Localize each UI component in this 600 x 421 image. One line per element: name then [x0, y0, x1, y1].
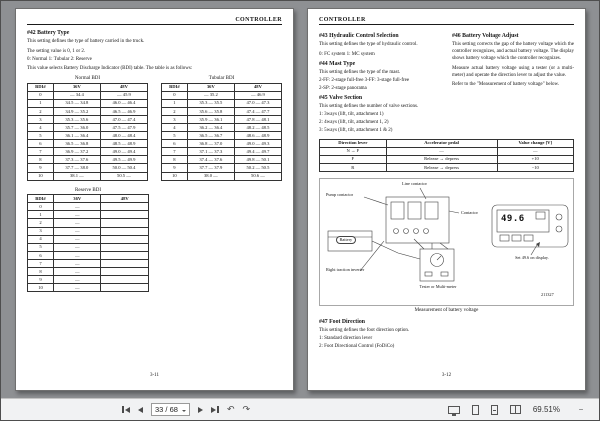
- table-cell: Release → depress: [386, 155, 497, 163]
- zoom-controls: [445, 403, 587, 417]
- section-46-title: #46 Battery Voltage Adjust: [452, 33, 519, 39]
- table-cell: —: [53, 243, 101, 251]
- table-cell: — 35.2: [187, 91, 234, 99]
- table-cell: 9: [28, 164, 54, 172]
- battery-label: Battery: [336, 236, 356, 244]
- column-header: BDI#: [28, 195, 54, 203]
- section-46-paragraph-1: This setting corrects the gap of the battery voltage which the controller recognizes, and actual battery voltage. The display shows battery voltage which the controller recognizes.: [452, 42, 574, 61]
- normal-bdi-block: [27, 76, 148, 181]
- reserve-bdi-block: [27, 188, 149, 293]
- table-cell: —: [53, 276, 101, 284]
- table-row: [28, 148, 148, 156]
- figure-number: 211327: [541, 291, 554, 297]
- table-cell: 8: [28, 156, 54, 164]
- table-cell: 2: [28, 107, 54, 115]
- column-right: [452, 30, 574, 135]
- section-46-paragraph-3: Refer to the "Measurement of battery voltage" below.: [452, 82, 560, 87]
- zoom-out-button[interactable]: [575, 404, 587, 416]
- list-item: 2: Foot Directional Control (FoDiCo): [319, 343, 395, 349]
- table-cell: 3: [162, 115, 188, 123]
- table-cell: 36.9 — 37.2: [53, 148, 100, 156]
- next-view-icon: ↷: [242, 404, 251, 414]
- table-cell: 50.5 —: [100, 172, 147, 180]
- table-row: [162, 107, 282, 115]
- table-cell: [101, 219, 149, 227]
- table-cell: 48.2 — 48.5: [234, 123, 281, 131]
- page-number: 3-12: [441, 373, 452, 378]
- table-row: [28, 227, 149, 235]
- table-cell: 37.1 — 37.3: [187, 148, 234, 156]
- table-cell: [101, 211, 149, 219]
- section-42-paragraph-4: This value selects Battery Discharge Indicator (BDI) table. The table is as follows:: [27, 66, 193, 71]
- table-cell: 50.2 — 50.5: [234, 164, 281, 172]
- column-header: Value change [V]: [497, 139, 574, 147]
- table-row: [162, 140, 282, 148]
- table-cell: — 34.4: [53, 91, 100, 99]
- zoom-level: 69.51%: [532, 405, 560, 414]
- table-cell: 35.9 — 36.1: [187, 115, 234, 123]
- table-cell: —: [53, 203, 101, 211]
- table-cell: 2: [162, 107, 188, 115]
- section-46-paragraph-2: Measure actual battery voltage using a tester (or a multi-meter) and operate the direction lever to adjust the value.: [452, 65, 574, 78]
- table-row: [28, 243, 149, 251]
- column-header: BDI#: [162, 83, 188, 91]
- section-44-title: #44 Mast Type: [319, 60, 356, 67]
- table-cell: [101, 259, 149, 267]
- table-cell: 7: [28, 259, 54, 267]
- table-row: [162, 91, 282, 99]
- table-row: [28, 132, 148, 140]
- section-42-title: #42 Battery Type: [27, 30, 70, 36]
- fullscreen-button[interactable]: [445, 404, 463, 416]
- header-rule: [319, 24, 574, 25]
- reserve-bdi-title: Reserve BDI: [75, 187, 101, 193]
- page-navigation: [119, 403, 253, 416]
- contactor-label: Contactor: [461, 209, 478, 215]
- table-cell: 10: [28, 284, 54, 292]
- table-cell: [101, 203, 149, 211]
- table-cell: [101, 276, 149, 284]
- two-column-text: [319, 30, 574, 135]
- table-row: [28, 259, 149, 267]
- tubular-bdi-table: [161, 83, 282, 181]
- section-44-paragraph-1: This setting defines the type of the mast.: [319, 69, 401, 75]
- table-cell: 7: [162, 148, 188, 156]
- table-cell: 7: [28, 148, 54, 156]
- table-row: [28, 115, 148, 123]
- table-cell: 3: [28, 227, 54, 235]
- table-row: [162, 132, 282, 140]
- tubular-bdi-title: Tubular BDI: [208, 76, 235, 81]
- table-cell: [101, 235, 149, 243]
- section-47-title: #47 Foot Direction: [319, 318, 365, 325]
- line-contactor-label: Line contactor: [402, 180, 427, 186]
- table-cell: 37.4 — 37.6: [187, 156, 234, 164]
- table-header-row: [162, 83, 282, 91]
- table-cell: 6: [28, 140, 54, 148]
- table-cell: 47.4 — 47.7: [234, 107, 281, 115]
- table-cell: 35.6 — 35.8: [187, 107, 234, 115]
- table-cell: 1: [28, 211, 54, 219]
- normal-bdi-title: Normal BDI: [74, 76, 101, 81]
- table-row: [28, 107, 148, 115]
- table-cell: —: [53, 259, 101, 267]
- table-cell: 8: [162, 156, 188, 164]
- header-rule: [27, 24, 282, 25]
- table-cell: 0: [162, 91, 188, 99]
- fullscreen-icon: [448, 406, 460, 414]
- table-cell: 4: [28, 123, 54, 131]
- table-cell: 36.2 — 36.4: [187, 123, 234, 131]
- table-cell: 38.0 —: [187, 172, 234, 180]
- column-header: 36V: [187, 83, 234, 91]
- table-cell: 1: [162, 99, 188, 107]
- table-cell: —: [53, 235, 101, 243]
- table-cell: 47.0 — 47.3: [234, 99, 281, 107]
- table-cell: 4: [28, 235, 54, 243]
- section-43-paragraph-1: This setting defines the type of hydraulic control.: [319, 42, 418, 47]
- normal-bdi-table: [27, 83, 148, 181]
- table-cell: 36.5 — 36.8: [53, 140, 100, 148]
- column-header: 48V: [234, 83, 281, 91]
- table-cell: 10: [162, 172, 188, 180]
- table-cell: 47.0 — 47.4: [100, 115, 147, 123]
- section-45-paragraph-1: This setting defines the number of valve sections.: [319, 103, 419, 109]
- table-row: [320, 147, 574, 155]
- continuous-page-icon: [491, 405, 498, 415]
- table-cell: 47.8 — 48.1: [234, 115, 281, 123]
- table-cell: 49.0 — 49.3: [234, 140, 281, 148]
- column-header: 36V: [53, 195, 101, 203]
- table-cell: 5: [28, 132, 54, 140]
- table-cell: R: [320, 163, 387, 171]
- table-cell: 34.5 — 34.8: [53, 99, 100, 107]
- table-cell: [101, 284, 149, 292]
- table-header-row: [320, 139, 574, 147]
- pump-contactor-label: Pump contactor: [326, 191, 354, 197]
- page-3-12: [307, 8, 586, 391]
- table-cell: 4: [162, 123, 188, 131]
- table-row: [28, 251, 149, 259]
- running-head: CONTROLLER: [235, 17, 282, 23]
- table-cell: —: [386, 147, 497, 155]
- table-cell: 6: [28, 251, 54, 259]
- table-row: [28, 164, 148, 172]
- page-3-11: [15, 8, 294, 391]
- list-item: 3: 5ways (lift, tilt, attachment 1 & 2): [319, 127, 393, 133]
- table-row: [28, 284, 149, 292]
- previous-page-icon: [138, 407, 143, 413]
- table-cell: 36.1 — 36.4: [53, 132, 100, 140]
- minus-icon: −: [578, 405, 584, 414]
- last-page-icon: [217, 406, 219, 413]
- table-cell: —: [53, 219, 101, 227]
- table-cell: 49.8 — 50.1: [234, 156, 281, 164]
- table-cell: —: [53, 251, 101, 259]
- section-42-paragraph-2: The setting value is 0, 1 or 2.: [27, 48, 86, 54]
- table-row: [28, 156, 148, 164]
- table-cell: 48.5 — 48.9: [100, 140, 147, 148]
- table-cell: 9: [28, 276, 54, 284]
- bottom-toolbar: [1, 398, 599, 420]
- table-row: [162, 156, 282, 164]
- list-item: 2: 4ways (lift, tilt, attachment 1, 2): [319, 119, 389, 125]
- right-traction-inverter-label: Right traction inverter: [326, 266, 365, 272]
- table-cell: +10: [497, 155, 574, 163]
- table-row: [28, 172, 148, 180]
- table-cell: N → F: [320, 147, 387, 155]
- table-cell: 50.6 —: [234, 172, 281, 180]
- table-row: [320, 163, 574, 171]
- table-row: [162, 148, 282, 156]
- facing-pages-icon: [510, 405, 521, 414]
- table-cell: — 46.9: [234, 91, 281, 99]
- column-header: Accelerator pedal: [386, 139, 497, 147]
- previous-page-button[interactable]: [135, 405, 146, 415]
- table-cell: —: [53, 227, 101, 235]
- table-cell: 46.0 — 46.4: [100, 99, 147, 107]
- section-42-paragraph-1: This setting defines the type of battery carried in the truck.: [27, 39, 145, 44]
- facing-pages-view-button[interactable]: [507, 403, 524, 416]
- table-cell: 5: [28, 243, 54, 251]
- single-page-icon: [472, 405, 479, 415]
- table-row: [28, 140, 148, 148]
- first-page-icon: [122, 406, 124, 413]
- table-row: [162, 99, 282, 107]
- table-row: [28, 123, 148, 131]
- next-page-button[interactable]: [195, 405, 206, 415]
- table-row: [162, 123, 282, 131]
- table-cell: —: [53, 267, 101, 275]
- column-header: 48V: [100, 83, 147, 91]
- direction-lever-table: [319, 139, 574, 172]
- table-row: [28, 99, 148, 107]
- table-cell: 10: [28, 172, 54, 180]
- figure-caption: Measurement of battery voltage: [414, 307, 479, 313]
- table-cell: 47.5 — 47.9: [100, 123, 147, 131]
- document-canvas[interactable]: [1, 1, 599, 398]
- table-cell: −10: [497, 163, 574, 171]
- display-note-label: Set 49.6 on display.: [515, 254, 549, 260]
- tubular-bdi-block: [161, 76, 282, 181]
- section-47-paragraph-1: This setting defines the foot direction option.: [319, 327, 410, 333]
- table-cell: 9: [162, 164, 188, 172]
- column-left: [319, 30, 441, 135]
- last-page-button[interactable]: [208, 404, 222, 415]
- previous-view-icon: ↶: [226, 404, 235, 414]
- page-indicator: 33 / 68: [155, 405, 178, 414]
- table-cell: 49.0 — 49.4: [100, 148, 147, 156]
- table-cell: Release → depress: [386, 163, 497, 171]
- table-cell: —: [53, 284, 101, 292]
- table-cell: 48.6 — 48.9: [234, 132, 281, 140]
- table-cell: — 45.9: [100, 91, 147, 99]
- table-row: [28, 219, 149, 227]
- table-cell: 36.5 — 36.7: [187, 132, 234, 140]
- section-44-paragraph-3: 2-SP: 2-stage panorama: [319, 85, 367, 91]
- page-number-input[interactable]: [151, 403, 190, 416]
- table-row: [162, 164, 282, 172]
- continuous-view-button[interactable]: [488, 403, 501, 417]
- section-45-title: #45 Valve Section: [319, 94, 363, 101]
- table-row: [162, 115, 282, 123]
- table-cell: 3: [28, 115, 54, 123]
- table-cell: 46.5 — 46.9: [100, 107, 147, 115]
- column-header: 36V: [53, 83, 100, 91]
- table-row: [320, 155, 574, 163]
- page-number: 3-11: [150, 373, 159, 378]
- table-row: [28, 276, 149, 284]
- table-cell: 6: [162, 140, 188, 148]
- tester-label: Tester or Multi-meter: [419, 283, 457, 289]
- table-cell: 2: [28, 219, 54, 227]
- table-cell: F: [320, 155, 387, 163]
- section-43-title: #43 Hydraulic Control Selection: [319, 33, 399, 39]
- table-row: [28, 91, 148, 99]
- table-cell: 8: [28, 267, 54, 275]
- table-cell: 35.3 — 35.5: [187, 99, 234, 107]
- table-cell: 37.7 — 38.0: [53, 164, 100, 172]
- display-voltage-value: 49.6: [501, 213, 525, 224]
- table-cell: 50.0 — 50.4: [100, 164, 147, 172]
- next-view-button[interactable]: [239, 403, 253, 416]
- bdi-tables-row: [27, 76, 282, 181]
- table-cell: —: [53, 211, 101, 219]
- table-cell: 0: [28, 91, 54, 99]
- single-page-view-button[interactable]: [469, 403, 482, 417]
- table-cell: 37.3 — 37.6: [53, 156, 100, 164]
- column-header: BDI#: [28, 83, 54, 91]
- table-cell: 1: [28, 99, 54, 107]
- previous-view-button[interactable]: [224, 403, 238, 416]
- section-43-paragraph-2: 0: FC system 1: MC system: [319, 51, 375, 57]
- running-head: CONTROLLER: [319, 17, 366, 23]
- first-page-button[interactable]: [119, 404, 133, 415]
- table-cell: [101, 267, 149, 275]
- table-row: [28, 211, 149, 219]
- table-row: [28, 267, 149, 275]
- battery-voltage-measurement-figure: [319, 178, 574, 306]
- table-cell: 36.8 — 37.0: [187, 140, 234, 148]
- table-row: [162, 172, 282, 180]
- table-cell: 0: [28, 203, 54, 211]
- table-cell: —: [497, 147, 574, 155]
- column-header: 48V: [101, 195, 149, 203]
- reserve-bdi-table: [27, 194, 149, 292]
- table-cell: [101, 243, 149, 251]
- section-42-paragraph-3: 0: Normal 1: Tubular 2: Reserve: [27, 56, 92, 62]
- table-header-row: [28, 83, 148, 91]
- table-cell: 35.7 — 36.0: [53, 123, 100, 131]
- next-page-icon: [198, 407, 203, 413]
- table-row: [28, 235, 149, 243]
- column-header: Direction lever: [320, 139, 387, 147]
- table-cell: 5: [162, 132, 188, 140]
- list-item: 1: 3ways (lift, tilt, attachment 1): [319, 111, 384, 117]
- table-cell: [101, 251, 149, 259]
- table-cell: 48.0 — 48.4: [100, 132, 147, 140]
- chevron-down-icon: [182, 410, 186, 414]
- table-cell: 49.5 — 49.9: [100, 156, 147, 164]
- table-cell: 34.9 — 35.2: [53, 107, 100, 115]
- table-cell: 35.3 — 35.6: [53, 115, 100, 123]
- table-cell: 49.4 — 49.7: [234, 148, 281, 156]
- list-item: 1: Standard direction lever: [319, 335, 373, 341]
- table-cell: 37.7 — 37.9: [187, 164, 234, 172]
- table-row: [28, 203, 149, 211]
- table-header-row: [28, 195, 149, 203]
- table-cell: [101, 227, 149, 235]
- section-44-paragraph-2: 2-FF: 2-stage full-free 3-FF: 3-stage full-free: [319, 77, 410, 83]
- table-cell: 38.1 —: [53, 172, 100, 180]
